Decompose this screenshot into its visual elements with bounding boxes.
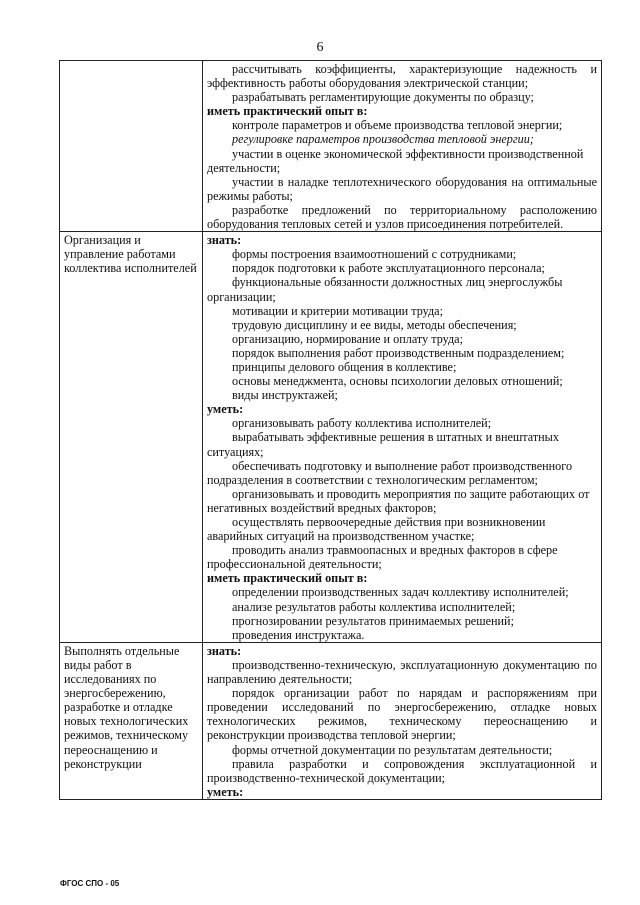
list-item: регулировке параметров производства тепловой энергии; xyxy=(232,132,534,147)
list-item: формы отчетной документации по результатам деятельности; xyxy=(232,742,553,757)
section-heading: уметь: xyxy=(207,784,244,799)
list-item: организовывать работу коллектива исполнителей; xyxy=(232,416,492,431)
list-item: основы менеджмента, основы психологии деловых отношений; xyxy=(232,374,563,389)
list-item: порядок подготовки к работе эксплуатационного персонала; xyxy=(232,261,545,276)
row-3-right-cell xyxy=(203,642,602,799)
list-item: разработке предложений по территориальному расположению оборудования тепловых сетей и узлов присоединения потребителей. xyxy=(207,202,597,232)
list-item: разрабатывать регламентирующие документы по образцу; xyxy=(232,90,534,105)
table-row xyxy=(60,61,602,232)
list-item: производственно-техническую, эксплуатационную документацию по направлению деятельности; xyxy=(207,657,597,687)
table-row xyxy=(60,642,602,799)
list-item: порядок организации работ по нарядам и распоряжениям при проведении исследований по энергосбережению, отладке новых технологических режимов, техническому переоснащению и реконструкции производства тепловой энергии; xyxy=(207,686,597,743)
list-item: участии в наладке теплотехнического оборудования на оптимальные режимы работы; xyxy=(207,174,597,203)
list-item: проведения инструктажа. xyxy=(232,627,365,642)
list-item: участии в оценке экономической эффективности производственной деятельности; xyxy=(207,146,584,175)
row-3-left-cell: Выполнять отдельные виды работ в исследованиях по энергосбережению, разработке и отладке новых технологических режимов, техническому переоснащению и реконструкции xyxy=(60,642,203,799)
list-item: обеспечивать подготовку и выполнение работ производственного подразделения в соответствии с технологическим регламентом; xyxy=(207,458,573,487)
list-item: организовывать и проводить мероприятия по защите работающих от негативных воздействий вредных факторов; xyxy=(207,486,590,515)
list-item: функциональные обязанности должностных лиц энергослужбы организации; xyxy=(207,275,563,304)
list-item: прогнозировании результатов принимаемых решений; xyxy=(232,613,514,628)
list-item: осуществлять первоочередные действия при возникновении аварийных ситуаций на производственном участке; xyxy=(207,515,546,544)
list-item: вырабатывать эффективные решения в штатных и внештатных ситуациях; xyxy=(207,430,559,459)
section-heading: знать: xyxy=(207,643,242,658)
section-heading: знать: xyxy=(207,233,242,248)
list-item: анализе результатов работы коллектива исполнителей; xyxy=(232,599,516,614)
list-item: определении производственных задач коллективу исполнителей; xyxy=(232,585,569,600)
list-item: принципы делового общения в коллективе; xyxy=(232,359,457,374)
competency-table xyxy=(59,60,602,800)
row-2-left-cell: Организация и управление работами коллектива исполнителей xyxy=(60,232,203,643)
list-item: контроле параметров и объеме производства тепловой энергии; xyxy=(232,118,563,133)
list-item: порядок выполнения работ производственным подразделением; xyxy=(232,345,565,360)
section-heading: иметь практический опыт в: xyxy=(207,571,368,586)
list-item: трудовую дисциплину и ее виды, методы обеспечения; xyxy=(232,317,517,332)
row-2-right-cell xyxy=(203,232,602,643)
page-number: 6 xyxy=(316,40,324,55)
list-item: формы построения взаимоотношений с сотрудниками; xyxy=(232,247,517,262)
row-1-left-cell xyxy=(60,61,203,232)
table-row xyxy=(60,232,602,643)
row-1-right-cell xyxy=(203,61,602,232)
footer-code: ФГОС СПО - 05 xyxy=(60,879,120,888)
list-item: виды инструктажей; xyxy=(232,388,338,403)
section-heading: иметь практический опыт в: xyxy=(207,104,368,119)
list-item: правила разработки и сопровождения эксплуатационной и производственно-технической документации; xyxy=(207,756,597,785)
list-item: организацию, нормирование и оплату труда; xyxy=(232,331,463,346)
section-heading: уметь: xyxy=(207,402,244,417)
list-item: рассчитывать коэффициенты, характеризующие надежность и эффективность работы оборудования электрической станции; xyxy=(207,62,597,91)
list-item: проводить анализ травмоопасных и вредных факторов в сфере профессиональной деятельности; xyxy=(207,543,558,572)
list-item: мотивации и критерии мотивации труда; xyxy=(232,303,443,318)
